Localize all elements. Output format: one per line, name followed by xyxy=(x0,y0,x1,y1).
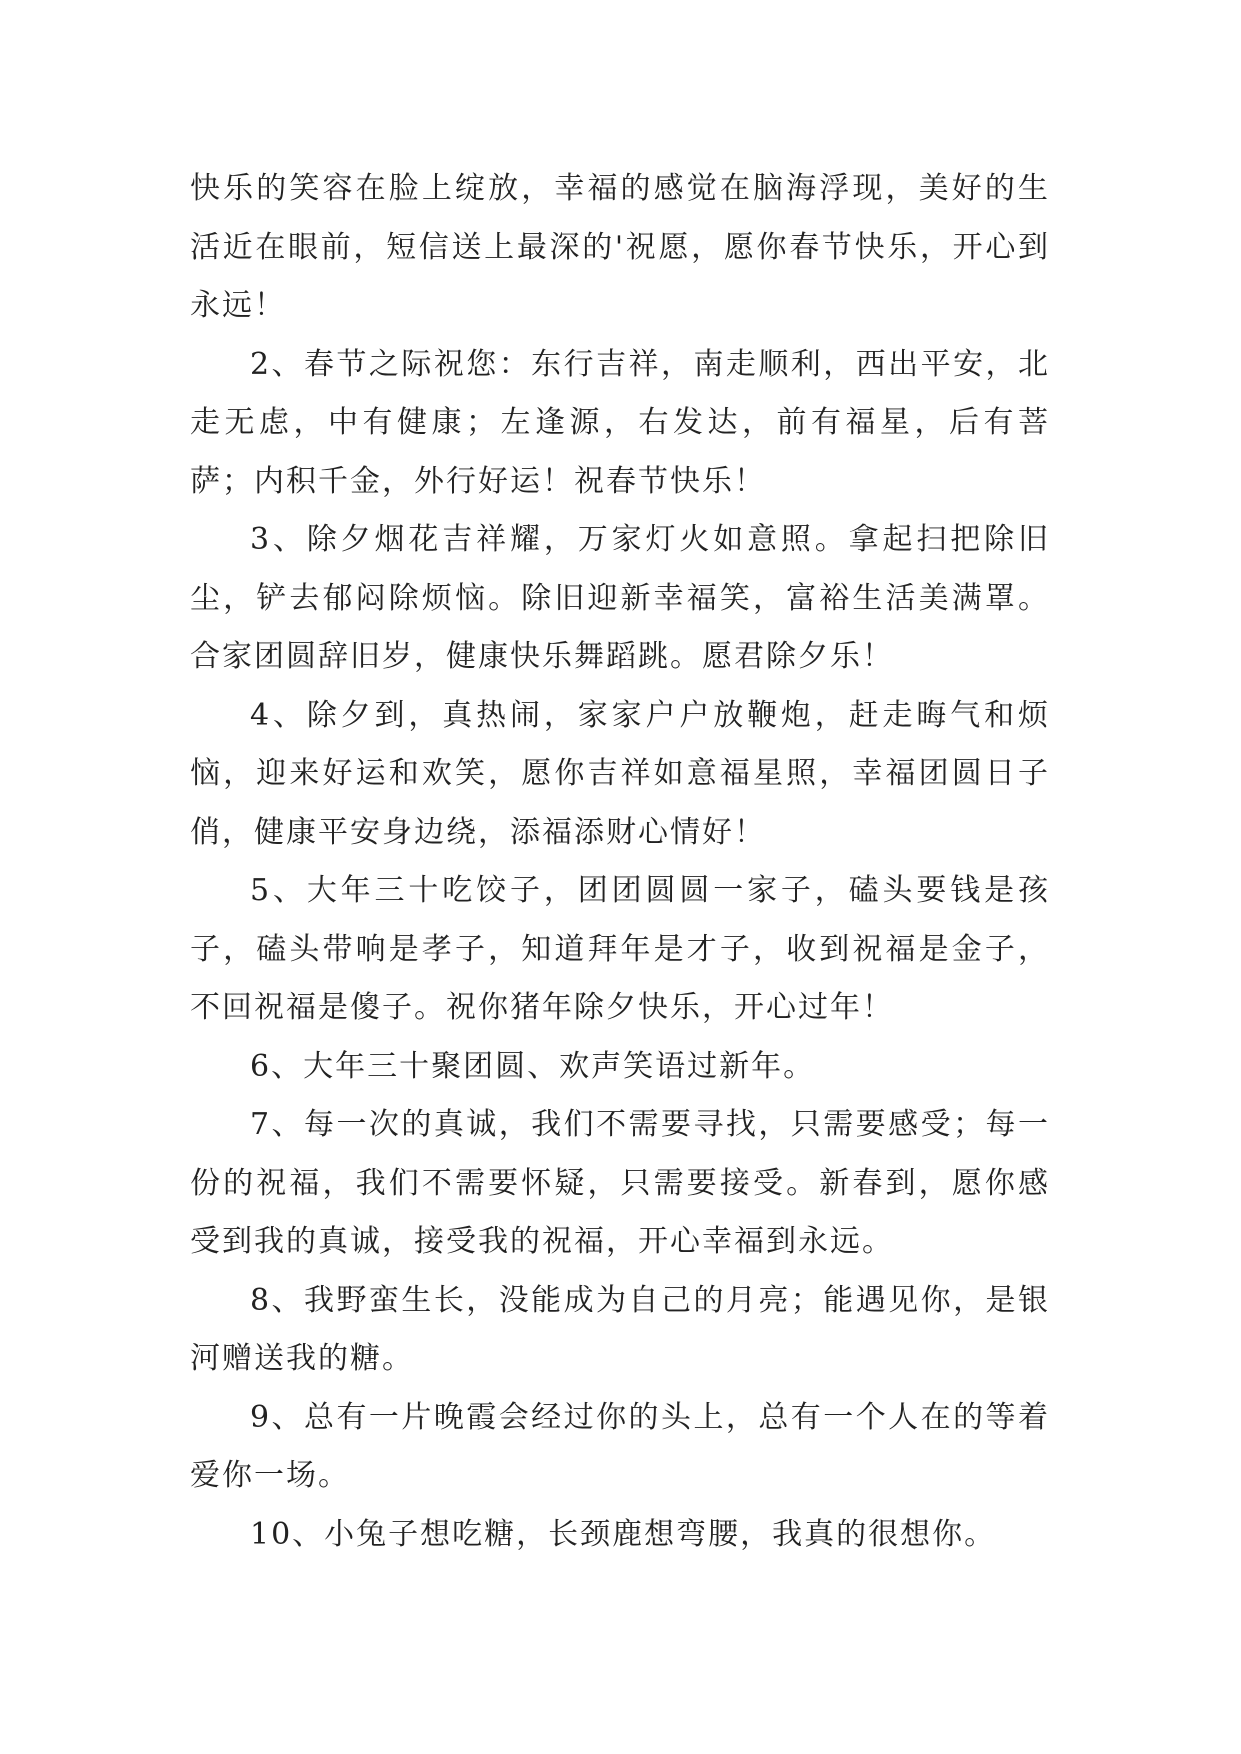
paragraph-item-7: 7、每一次的真诚，我们不需要寻找，只需要感受；每一份的祝福，我们不需要怀疑，只需要接受。新春到，愿你感受到我的真诚，接受我的祝福，开心幸福到永远。 xyxy=(190,1107,1050,1259)
paragraph-item-3: 3、除夕烟花吉祥耀，万家灯火如意照。拿起扫把除旧尘，铲去郁闷除烦恼。除旧迎新幸福笑，富裕生活美满罩。合家团圆辞旧岁，健康快乐舞蹈跳。愿君除夕乐！ xyxy=(190,522,1050,674)
document-body xyxy=(190,160,1050,1564)
paragraph-item-8: 8、我野蛮生长，没能成为自己的月亮；能遇见你，是银河赠送我的糖。 xyxy=(190,1282,1050,1376)
paragraph-item-10: 10、小兔子想吃糖，长颈鹿想弯腰，我真的很想你。 xyxy=(250,1516,997,1552)
paragraph-item-2: 2、春节之际祝您：东行吉祥，南走顺利，西出平安，北走无虑，中有健康；左逢源，右发达，前有福星，后有菩萨；内积千金，外行好运！祝春节快乐！ xyxy=(190,346,1050,499)
paragraph-intro: 快乐的笑容在脸上绽放，幸福的感觉在脑海浮现，美好的生活近在眼前，短信送上最深的'祝愿，愿你春节快乐，开心到永远！ xyxy=(190,171,1050,323)
paragraph-item-9: 9、总有一片晚霞会经过你的头上，总有一个人在的等着爱你一场。 xyxy=(190,1399,1050,1493)
paragraph-item-5: 5、大年三十吃饺子，团团圆圆一家子，磕头要钱是孩子，磕头带响是孝子，知道拜年是才子，收到祝福是金子，不回祝福是傻子。祝你猪年除夕快乐，开心过年！ xyxy=(190,873,1050,1025)
paragraph-item-4: 4、除夕到，真热闹，家家户户放鞭炮，赶走晦气和烦恼，迎来好运和欢笑，愿你吉祥如意福星照，幸福团圆日子俏，健康平安身边绕，添福添财心情好！ xyxy=(190,697,1050,850)
paragraph-item-6: 6、大年三十聚团圆、欢声笑语过新年。 xyxy=(250,1048,816,1084)
